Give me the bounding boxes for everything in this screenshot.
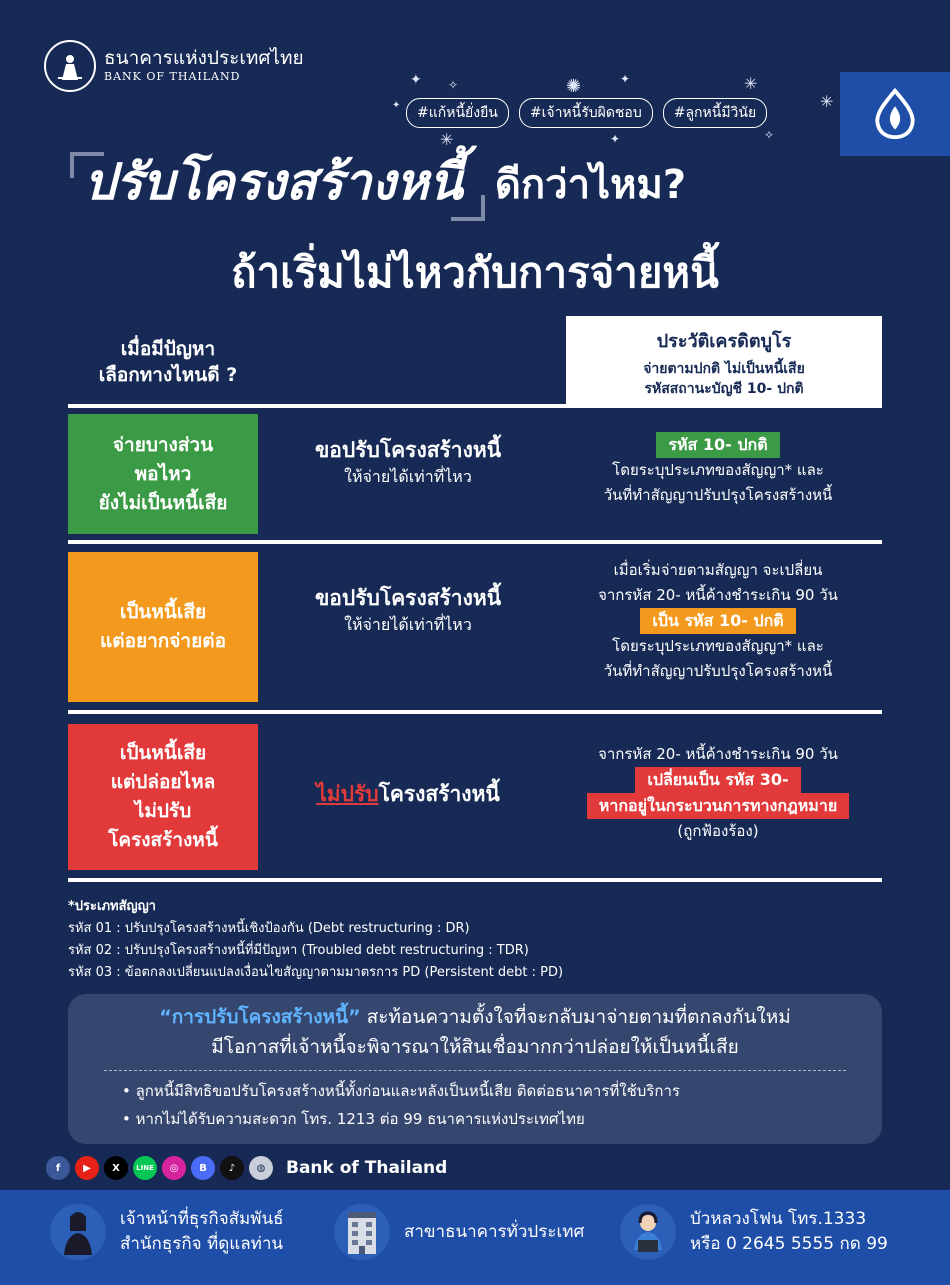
summary-bullet: • ลูกหนี้มีสิทธิขอปรับโครงสร้างหนี้ทั้งก่อนและหลังเป็นหนี้เสีย ติดต่อธนาคารที่ใช้บริการ xyxy=(122,1082,680,1100)
org-name-th: ธนาคารแห่งประเทศไทย xyxy=(104,47,304,69)
summary-quote: “การปรับโครงสร้างหนี้” xyxy=(159,1006,361,1028)
summary-line1 xyxy=(68,1002,882,1032)
code-pill: เปลี่ยนเป็น รหัส 30- xyxy=(635,767,800,793)
contact-text: หรือ 0 2645 5555 กด 99 xyxy=(690,1234,888,1254)
contact-text: บัวหลวงโฟน โทร.1333 xyxy=(690,1209,867,1229)
sparkle-icon: ✦ xyxy=(392,100,401,111)
social-label: Bank of Thailand xyxy=(286,1158,448,1178)
footnote-item: รหัส 01 : ปรับปรุงโครงสร้างหนี้เชิงป้องกัน (Debt restructuring : DR) xyxy=(68,921,470,936)
summary-box xyxy=(68,994,882,1144)
footnote-item: รหัส 03 : ข้อตกลงเปลี่ยนแปลงเงื่อนไขสัญญาตามมาตรการ PD (Persistent debt : PD) xyxy=(68,965,564,980)
website-icon[interactable]: ◍ xyxy=(249,1156,273,1180)
credit-bureau-box xyxy=(566,316,882,406)
action-title: ขอปรับโครงสร้างหนี้ xyxy=(314,438,502,462)
line-icon[interactable]: LINE xyxy=(133,1156,157,1180)
credit-title: ประวัติเครดิตบูโร xyxy=(656,331,792,352)
credit-result-cell xyxy=(554,558,882,684)
contact-text: สาขาธนาคารทั่วประเทศ xyxy=(404,1221,585,1242)
social-links xyxy=(46,1156,447,1180)
table-row xyxy=(68,724,882,870)
action-subtitle: ให้จ่ายได้เท่าที่ไหว xyxy=(344,615,472,634)
tiktok-icon[interactable]: ♪ xyxy=(220,1156,244,1180)
table-row xyxy=(68,414,882,534)
sparkle-icon: ✦ xyxy=(410,72,422,88)
label-line: ไม่ปรับ xyxy=(134,800,192,822)
divider xyxy=(68,878,882,882)
detail-line: วันที่ทำสัญญาปรับปรุงโครงสร้างหนี้ xyxy=(603,486,833,504)
sparkle-icon: ✳ xyxy=(820,92,834,111)
detail-line: จากรหัส 20- หนี้ค้างชำระเกิน 90 วัน xyxy=(598,586,838,604)
headline-line2: ถ้าเริ่มไม่ไหวกับการจ่ายหนี้ xyxy=(231,248,719,297)
bot-emblem-icon xyxy=(44,40,96,92)
instagram-icon[interactable]: ◎ xyxy=(162,1156,186,1180)
hashtag: #แก้หนี้ยั่งยืน xyxy=(406,98,509,128)
detail-line: เมื่อเริ่มจ่ายตามสัญญา จะเปลี่ยน xyxy=(613,561,823,579)
action-cell xyxy=(268,434,548,488)
headline-question: ดีกว่าไหม? xyxy=(494,162,687,208)
facebook-icon[interactable]: f xyxy=(46,1156,70,1180)
contact-item xyxy=(50,1204,283,1260)
footnote-heading: *ประเภทสัญญา xyxy=(68,899,156,914)
question-line: เลือกทางไหนดี ? xyxy=(98,364,238,386)
credit-line: จ่ายตามปกติ ไม่เป็นหนี้เสีย xyxy=(643,361,805,377)
lotus-icon xyxy=(866,85,924,143)
summary-line2: มีโอกาสที่เจ้าหนี้จะพิจารณาให้สินเชื่อมากกว่าปล่อยให้เป็นหนี้เสีย xyxy=(211,1036,739,1058)
label-line: พอไหว xyxy=(134,462,192,485)
label-line: จ่ายบางส่วน xyxy=(112,433,214,456)
sparkle-icon: ✦ xyxy=(620,72,631,86)
youtube-icon[interactable]: ▶ xyxy=(75,1156,99,1180)
option-label-orange xyxy=(68,552,258,702)
sparkle-icon: ✳ xyxy=(744,74,758,93)
label-line: เป็นหนี้เสีย xyxy=(119,601,207,623)
divider xyxy=(68,710,882,714)
detail-line: โดยระบุประเภทของสัญญา* และ xyxy=(612,637,824,655)
headline-line1 xyxy=(70,150,900,215)
detail-line: โดยระบุประเภทของสัญญา* และ xyxy=(612,461,824,479)
action-cell xyxy=(268,582,548,636)
summary-bullet: • หากไม่ได้รับความสะดวก โทร. 1213 ต่อ 99 ธนาคารแห่งประเทศไทย xyxy=(122,1110,585,1128)
summary-text: สะท้อนความตั้งใจที่จะกลับมาจ่ายตามที่ตกลงกันใหม่ xyxy=(360,1006,791,1028)
option-label-green xyxy=(68,414,258,534)
table-row xyxy=(68,552,882,702)
bot-logo xyxy=(44,40,304,92)
detail-line: (ถูกฟ้องร้อง) xyxy=(677,822,759,840)
code-pill: หากอยู่ในกระบวนการทางกฎหมาย xyxy=(587,793,849,819)
call-center-icon xyxy=(620,1204,676,1260)
bangkok-bank-logo xyxy=(840,72,950,156)
label-line: โครงสร้างหนี้ xyxy=(108,829,218,851)
contact-item xyxy=(334,1204,584,1260)
staff-person-icon xyxy=(50,1204,106,1260)
contact-text: เจ้าหน้าที่ธุรกิจสัมพันธ์ xyxy=(120,1209,284,1229)
label-line: แต่ปล่อยไหล xyxy=(110,771,216,793)
label-line: เป็นหนี้เสีย xyxy=(119,742,207,764)
code-pill: เป็น รหัส 10- ปกติ xyxy=(640,608,795,634)
question-heading xyxy=(68,336,268,388)
headline-emphasis: ปรับโครงสร้างหนี้ xyxy=(70,150,477,215)
sparkle-icon: ✦ xyxy=(610,132,621,146)
hashtag: #ลูกหนี้มีวินัย xyxy=(663,98,767,128)
action-title: โครงสร้างหนี้ xyxy=(378,782,500,806)
sparkle-icon: ✧ xyxy=(764,128,775,142)
dashed-divider xyxy=(104,1070,846,1071)
detail-line: วันที่ทำสัญญาปรับปรุงโครงสร้างหนี้ xyxy=(603,662,833,680)
detail-line: จากรหัส 20- หนี้ค้างชำระเกิน 90 วัน xyxy=(598,745,838,763)
hashtag: #เจ้าหนี้รับผิดชอบ xyxy=(519,98,653,128)
contact-item xyxy=(620,1204,888,1260)
blockdit-icon[interactable]: B xyxy=(191,1156,215,1180)
footnote-item: รหัส 02 : ปรับปรุงโครงสร้างหนี้ที่มีปัญหา (Troubled debt restructuring : TDR) xyxy=(68,943,529,958)
label-line: แต่อยากจ่ายต่อ xyxy=(100,630,226,652)
hashtag-group xyxy=(406,98,767,128)
question-line: เมื่อมีปัญหา xyxy=(120,338,216,360)
credit-result-cell xyxy=(554,742,882,844)
divider xyxy=(68,404,882,408)
credit-line: รหัสสถานะบัญชี 10- ปกติ xyxy=(644,381,804,397)
divider xyxy=(68,540,882,544)
option-label-red xyxy=(68,724,258,870)
action-cell xyxy=(268,778,548,810)
contact-text: สำนักธุรกิจ ที่ดูแลท่าน xyxy=(120,1234,283,1254)
credit-result-cell xyxy=(554,432,882,508)
x-icon[interactable]: X xyxy=(104,1156,128,1180)
action-subtitle: ให้จ่ายได้เท่าที่ไหว xyxy=(344,467,472,486)
action-negation: ไม่ปรับ xyxy=(316,782,379,806)
sparkle-icon: ✳ xyxy=(440,130,454,149)
org-name-en: BANK OF THAILAND xyxy=(104,70,241,83)
code-pill: รหัส 10- ปกติ xyxy=(656,432,779,458)
label-line: ยังไม่เป็นหนี้เสีย xyxy=(98,491,228,514)
sparkle-icon: ✧ xyxy=(448,78,459,92)
contract-types-footnote xyxy=(68,896,563,984)
contact-footer xyxy=(0,1190,950,1285)
bank-building-icon xyxy=(334,1204,390,1260)
sparkle-icon: ✺ xyxy=(566,76,582,97)
action-title: ขอปรับโครงสร้างหนี้ xyxy=(314,586,502,610)
